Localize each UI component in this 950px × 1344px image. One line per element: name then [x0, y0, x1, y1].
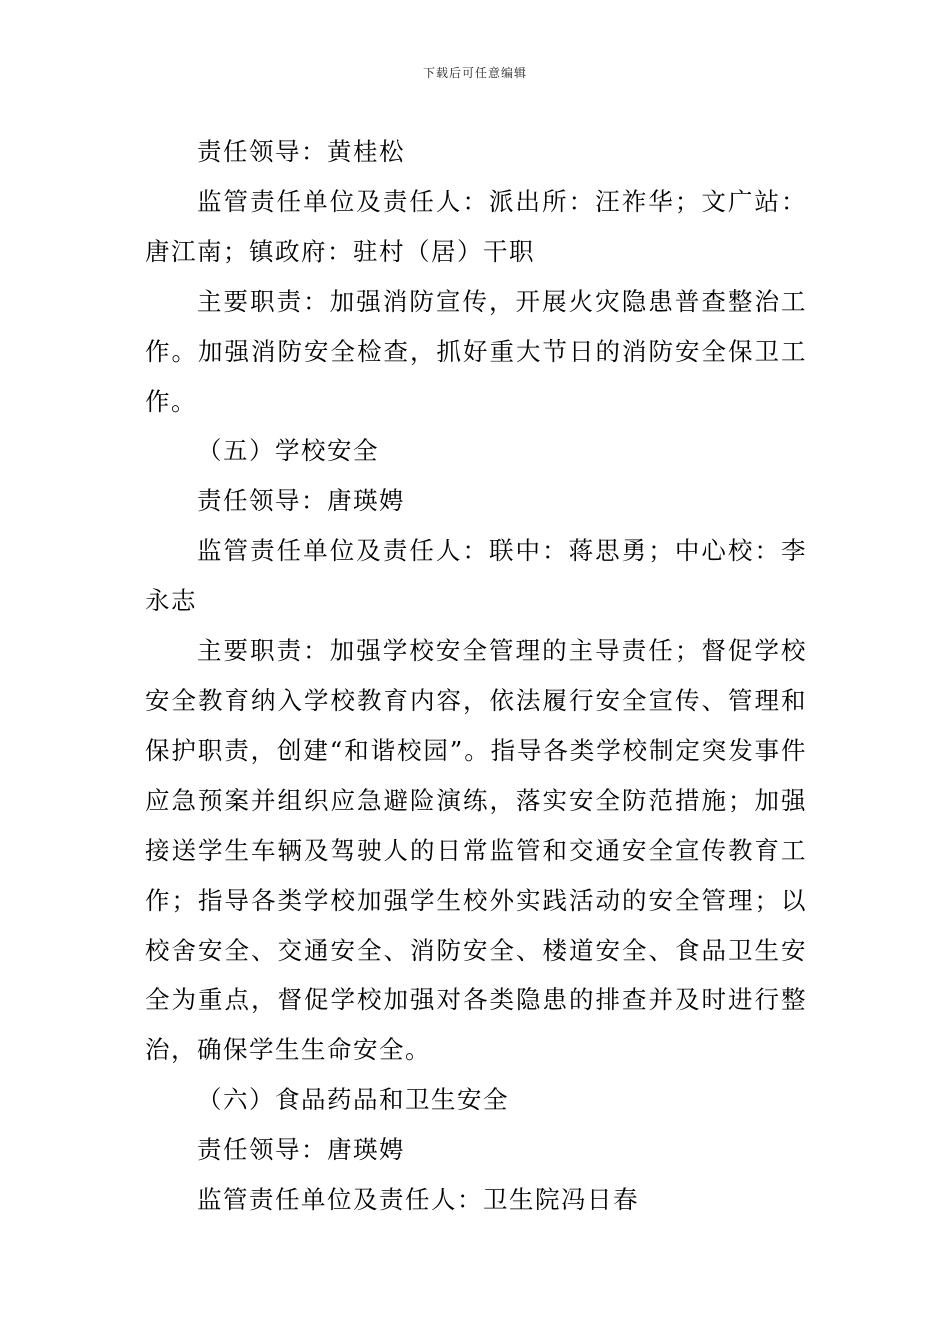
paragraph-supervisors-school: 监管责任单位及责任人：联中：蒋思勇；中心校：李永志 [145, 536, 807, 616]
paragraph-leader-school: 责任领导：唐瑛娉 [197, 486, 405, 516]
paragraph-leader-food: 责任领导：唐瑛娉 [197, 1135, 405, 1165]
page-header-note: 下载后可任意编辑 [422, 66, 527, 80]
paragraph-duties-school: 主要职责：加强学校安全管理的主导责任；督促学校安全教育纳入学校教育内容，依法履行安全宣传、管理和保护职责，创建“和谐校园”。指导各类学校制定突发事件应急预案并组织应急避险演练，落实安全防范措施；加强接送学生车辆及驾驶人的日常监管和交通安全宣传教育工作；指导各类学校加强学生校外实践活动的安全管理；以校舍安全、交通安全、消防安全、楼道安全、食品卫生安全为重点，督促学校加强对各类隐患的排查并及时进行整治，确保学生生命安全。 [145, 636, 807, 1065]
section-heading-food-drug-health: （六）食品药品和卫生安全 [197, 1085, 509, 1115]
paragraph-supervisors-food: 监管责任单位及责任人：卫生院冯日春 [197, 1185, 639, 1215]
section-heading-school-safety: （五）学校安全 [197, 436, 379, 466]
paragraph-leader-fire: 责任领导：黄桂松 [197, 137, 405, 166]
paragraph-duties-fire: 主要职责：加强消防宣传，开展火灾隐患普查整治工作。加强消防安全检查，抓好重大节日的消防安全保卫工作。 [145, 286, 807, 416]
paragraph-supervisors-fire: 监管责任单位及责任人：派出所：汪祚华；文广站：唐江南；镇政府：驻村（居）干职 [145, 186, 807, 266]
document-body [145, 127, 807, 1225]
